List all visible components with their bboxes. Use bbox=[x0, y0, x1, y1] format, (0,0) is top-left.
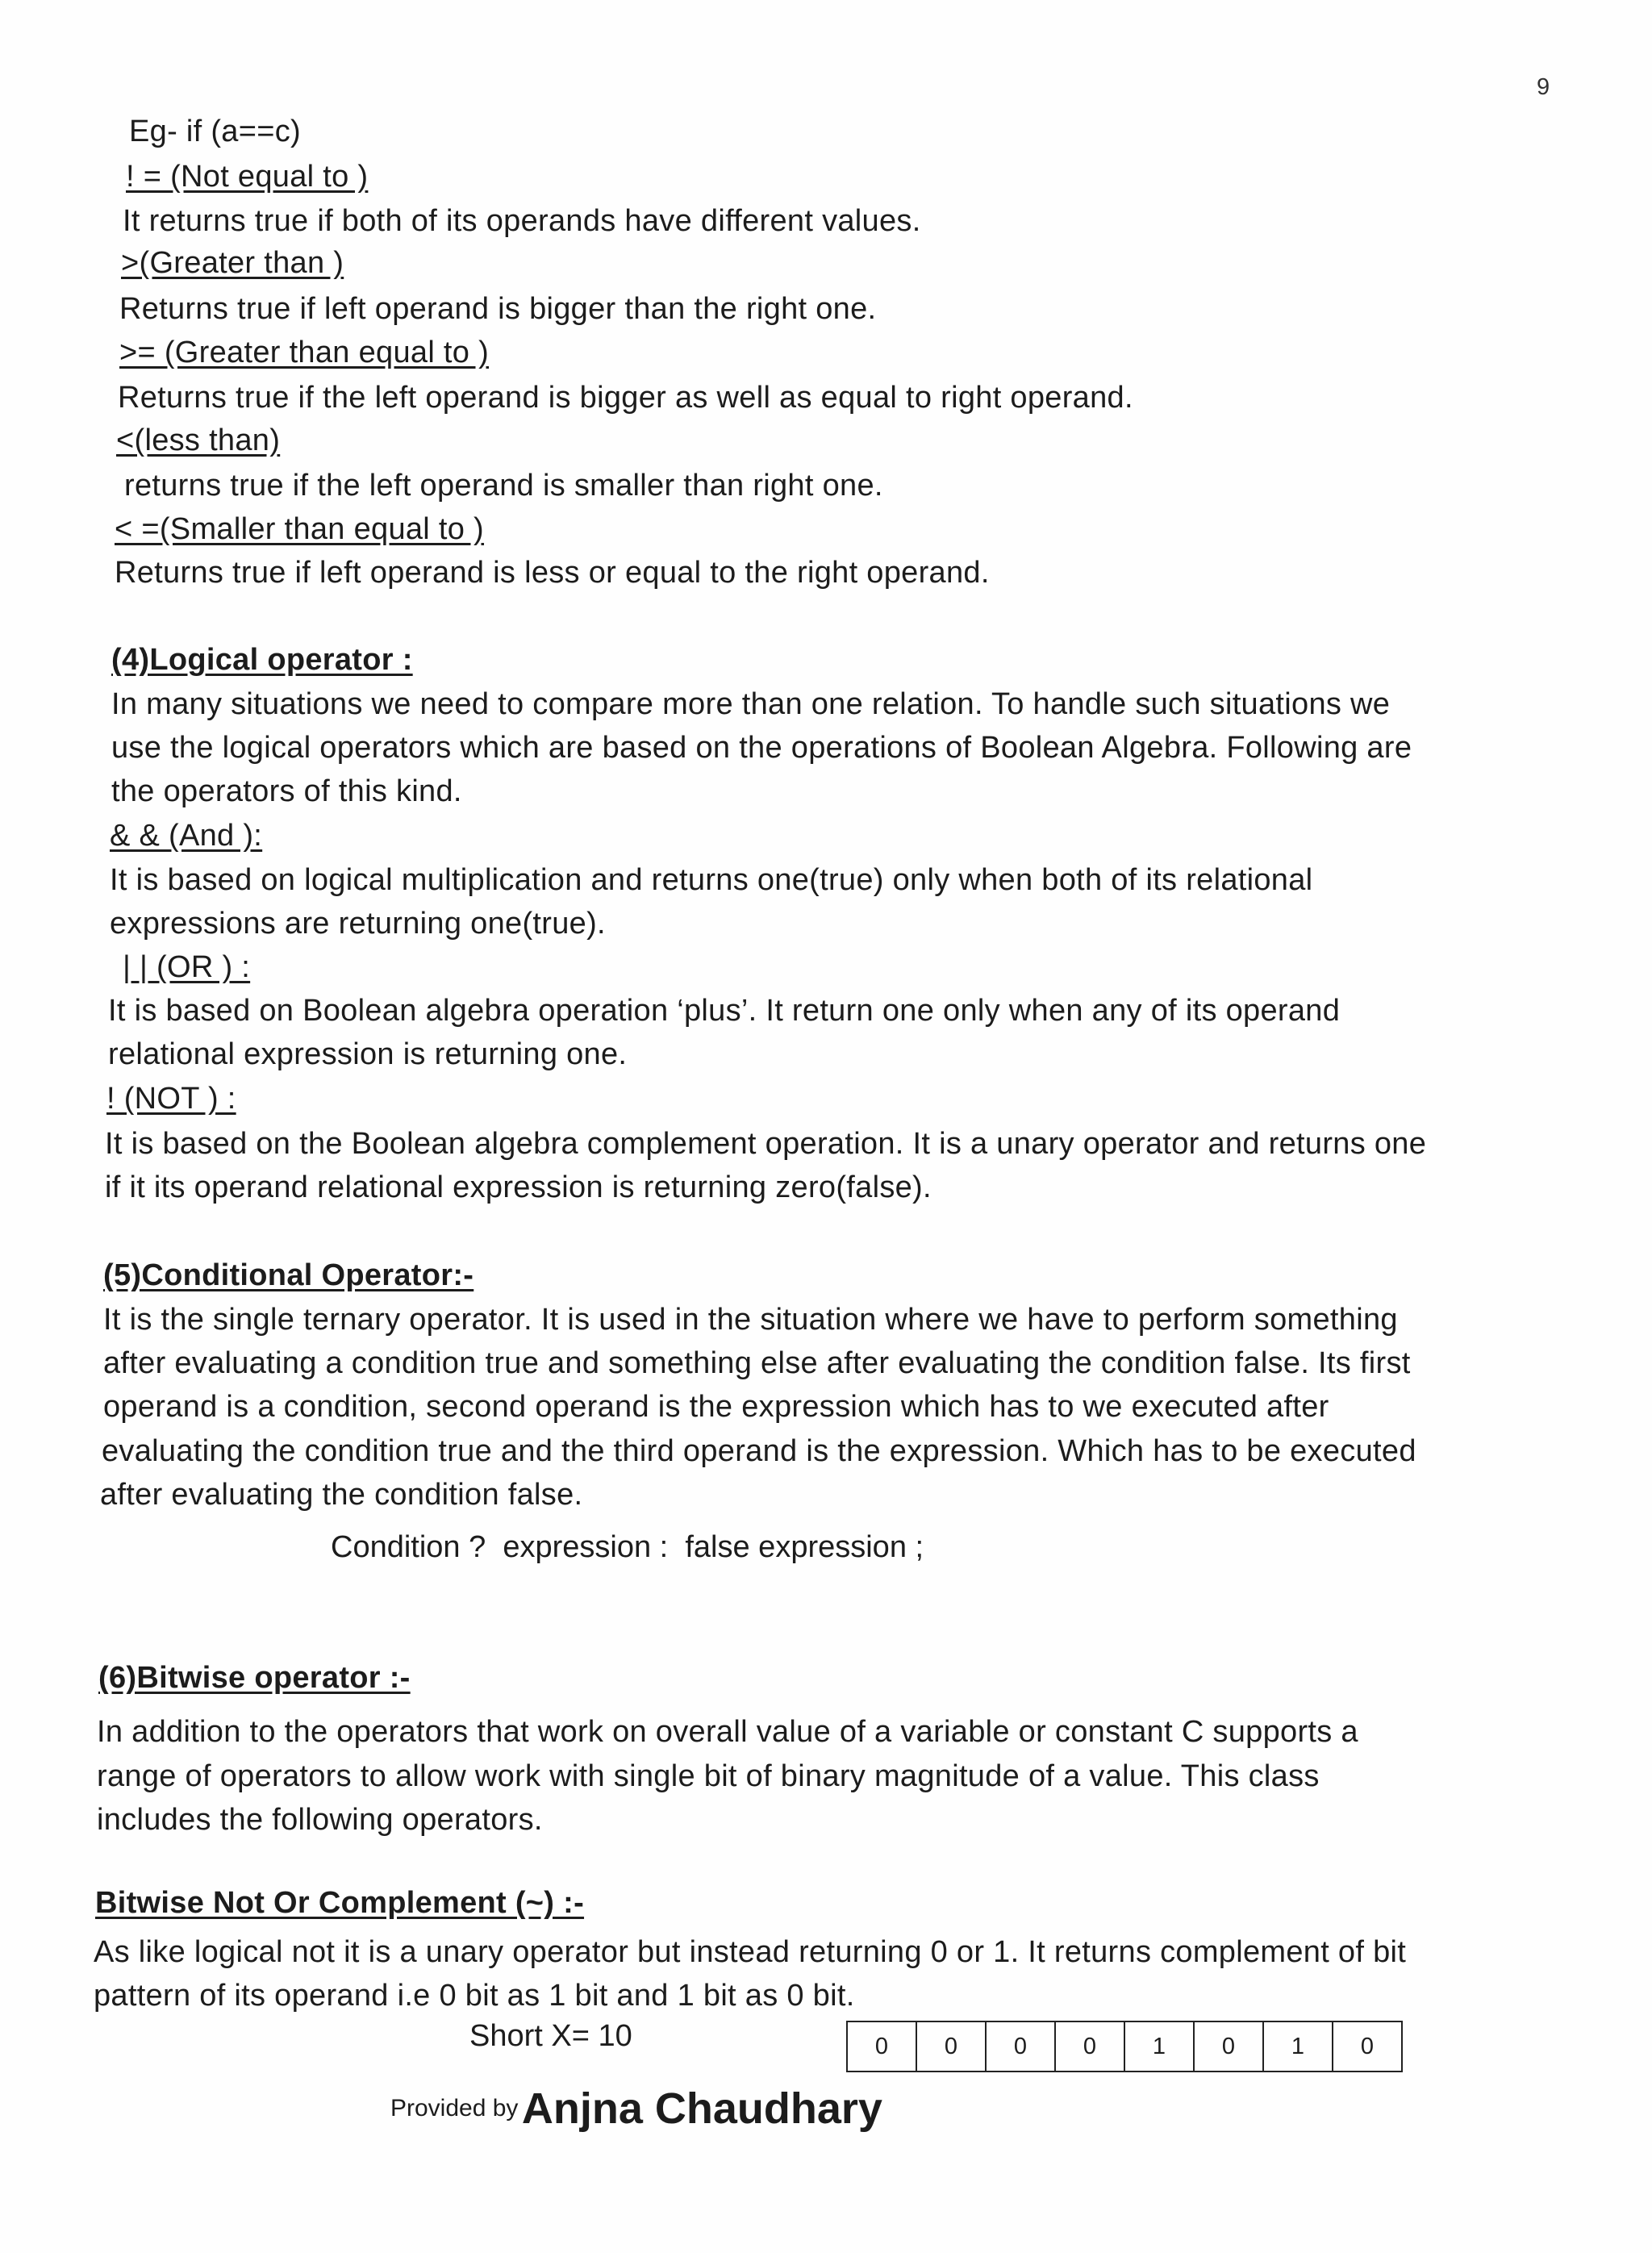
complement-title: Bitwise Not Or Complement (~) :- bbox=[95, 1886, 585, 1920]
logical-intro-line-1: In many situations we need to compare more than one relation. To handle such situations we bbox=[111, 687, 1391, 721]
less-equal-heading: < =(Smaller than equal to ) bbox=[115, 512, 485, 546]
not-equal-text: It returns true if both of its operands have different values. bbox=[123, 204, 921, 238]
bitwise-text-line-1: In addition to the operators that work on overall value of a variable or constant C supports a bbox=[97, 1715, 1358, 1749]
conditional-text-line-3: operand is a condition, second operand is the expression which has to we executed after bbox=[103, 1390, 1329, 1424]
bit-cell: 0 bbox=[847, 2021, 916, 2072]
or-text-line-1: It is based on Boolean algebra operation ‘plus’. It return one only when any of its operand bbox=[108, 994, 1341, 1028]
conditional-text-line-5: after evaluating the condition false. bbox=[100, 1478, 583, 1512]
example-line: Eg- if (a==c) bbox=[129, 115, 301, 148]
less-than-heading: <(less than) bbox=[116, 423, 281, 457]
and-text-line-1: It is based on logical multiplication and returns one(true) only when both of its relational bbox=[110, 863, 1313, 897]
footer-credit bbox=[390, 2084, 882, 2134]
logical-intro-line-2: use the logical operators which are based on the operations of Boolean Algebra. Following are bbox=[111, 731, 1412, 765]
less-equal-text: Returns true if left operand is less or equal to the right operand. bbox=[115, 556, 990, 590]
logical-operator-title: (4)Logical operator : bbox=[111, 643, 413, 677]
and-heading: & & (And ): bbox=[110, 819, 263, 853]
bitwise-operator-title: (6)Bitwise operator :- bbox=[98, 1661, 411, 1695]
or-heading: | | (OR ) : bbox=[123, 950, 251, 984]
or-text-line-2: relational expression is returning one. bbox=[108, 1037, 628, 1071]
complement-text-line-1: As like logical not it is a unary operator but instead returning 0 or 1. It returns complement of bit bbox=[94, 1935, 1407, 1969]
not-equal-heading: ! = (Not equal to ) bbox=[126, 160, 369, 194]
bit-cell: 0 bbox=[1055, 2021, 1124, 2072]
bit-cell: 1 bbox=[1263, 2021, 1333, 2072]
bitwise-text-line-2: range of operators to allow work with single bit of binary magnitude of a value. This class bbox=[97, 1759, 1320, 1793]
conditional-text-line-2: after evaluating a condition true and something else after evaluating the condition false. Its first bbox=[103, 1346, 1411, 1380]
bit-cell: 1 bbox=[1124, 2021, 1194, 2072]
not-text-line-2: if it its operand relational expression is returning zero(false). bbox=[105, 1170, 932, 1204]
conditional-operator-title: (5)Conditional Operator:- bbox=[103, 1258, 474, 1292]
bit-cell: 0 bbox=[1194, 2021, 1263, 2072]
greater-equal-text: Returns true if the left operand is bigger as well as equal to right operand. bbox=[118, 381, 1133, 415]
footer-prefix: Provided by bbox=[390, 2095, 519, 2122]
short-x-example: Short X= 10 bbox=[469, 2019, 632, 2053]
less-than-text: returns true if the left operand is smaller than right one. bbox=[124, 469, 883, 503]
conditional-syntax: Condition ? expression : false expression ; bbox=[331, 1530, 924, 1564]
conditional-text-line-1: It is the single ternary operator. It is used in the situation where we have to perform something bbox=[103, 1303, 1398, 1337]
bit-cell: 0 bbox=[916, 2021, 986, 2072]
greater-than-text: Returns true if left operand is bigger than the right one. bbox=[119, 292, 877, 326]
greater-than-heading: >(Greater than ) bbox=[121, 246, 344, 280]
bit-cell: 0 bbox=[1333, 2021, 1402, 2072]
not-text-line-1: It is based on the Boolean algebra complement operation. It is a unary operator and returns one bbox=[105, 1127, 1427, 1161]
bit-pattern-table bbox=[846, 2021, 1403, 2072]
bit-cell: 0 bbox=[986, 2021, 1055, 2072]
conditional-text-line-4: evaluating the condition true and the third operand is the expression. Which has to be executed bbox=[102, 1434, 1416, 1468]
and-text-line-2: expressions are returning one(true). bbox=[110, 907, 606, 941]
logical-intro-line-3: the operators of this kind. bbox=[111, 774, 462, 808]
bitwise-text-line-3: includes the following operators. bbox=[97, 1803, 543, 1837]
page-number: 9 bbox=[1537, 74, 1550, 100]
complement-text-line-2: pattern of its operand i.e 0 bit as 1 bit and 1 bit as 0 bit. bbox=[94, 1979, 855, 2013]
bit-row bbox=[847, 2021, 1402, 2072]
greater-equal-heading: >= (Greater than equal to ) bbox=[119, 336, 490, 369]
not-heading: ! (NOT ) : bbox=[106, 1082, 236, 1116]
author-name: Anjna Chaudhary bbox=[521, 2084, 882, 2133]
